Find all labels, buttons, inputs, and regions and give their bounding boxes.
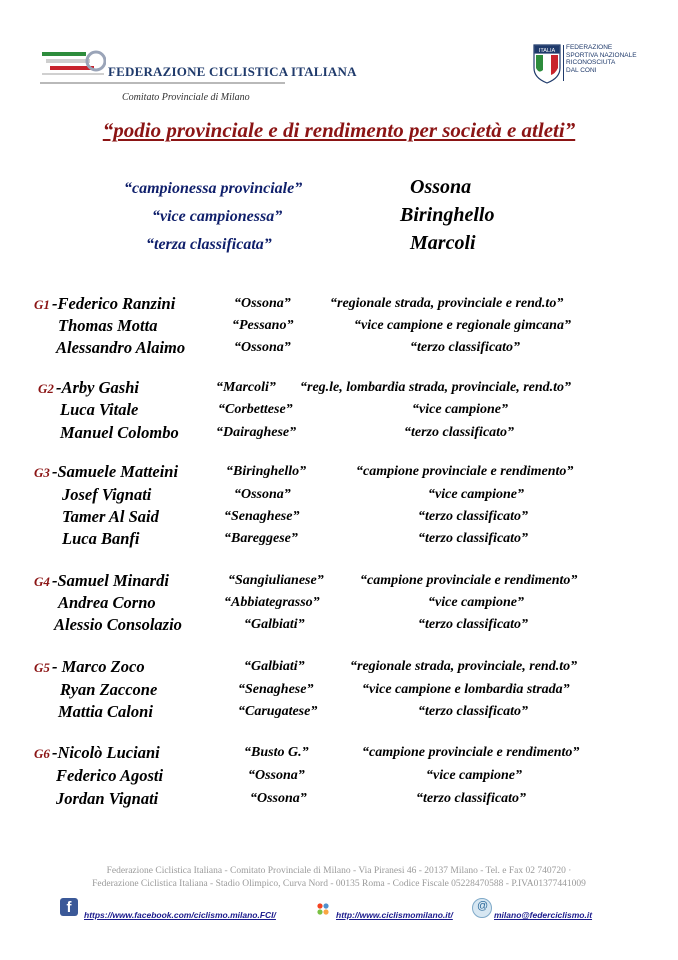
result-text: “terzo classificato”	[418, 509, 529, 524]
coni-line-3: RICONOSCIUTA	[566, 59, 616, 67]
podium-team-3: Marcoli	[410, 232, 476, 254]
coni-recognition-text	[566, 44, 637, 74]
athlete-name: Alessandro Alaimo	[56, 338, 186, 357]
athlete-name: - Marco Zoco	[52, 657, 145, 676]
podium-label-3: “terza classificata”	[146, 236, 272, 253]
fci-logo-icon	[40, 44, 106, 80]
result-text: “terzo classificato”	[410, 340, 521, 355]
footer-address-milano: Federazione Ciclistica Italiana - Comitato Provinciale di Milano - Via Piranesi 46 - 20137 Milano - Tel. e Fax 02 740720 ·	[106, 866, 572, 876]
club-name: “Busto G.”	[244, 745, 309, 760]
footer-address-roma: Federazione Ciclistica Italiana - Stadio Olimpico, Curva Nord - 00135 Roma - Codice Fiscale 05228470588 - P.IVA01377441009	[92, 879, 586, 889]
joomla-icon[interactable]	[316, 902, 330, 916]
podium-label-2: “vice campionessa”	[152, 208, 283, 225]
club-name: “Corbettese”	[218, 402, 293, 417]
header-divider	[40, 82, 285, 84]
athlete-name: -Federico Ranzini	[52, 294, 176, 313]
result-text: “terzo classificato”	[418, 617, 529, 632]
page-title-text: “podio provinciale e di rendimento per società e atleti”	[102, 118, 576, 142]
coni-line-1: FEDERAZIONE	[566, 44, 613, 51]
coni-shield-icon	[533, 44, 561, 84]
category-label: G1	[34, 297, 50, 312]
result-text: “terzo classificato”	[418, 531, 529, 546]
coni-line-4: DAL CONI	[566, 66, 597, 74]
result-text: “campione provinciale e rendimento”	[362, 745, 580, 760]
result-text: “vice campione e regionale gimcana”	[354, 318, 571, 333]
email-link[interactable]: milano@federciclismo.it	[494, 910, 593, 920]
podium-label-1: “campionessa provinciale”	[124, 180, 303, 197]
result-text: “terzo classificato”	[418, 704, 529, 719]
club-name: “Ossona”	[250, 791, 307, 806]
athlete-name: -Samuele Matteini	[52, 462, 179, 481]
athlete-name: Mattia Caloni	[58, 702, 153, 721]
athlete-name: Jordan Vignati	[56, 789, 159, 808]
coni-badge-text: ITALIA	[538, 48, 556, 54]
coni-divider	[563, 45, 564, 81]
club-name: “Bareggese”	[224, 531, 298, 546]
result-text: “campione provinciale e rendimento”	[360, 573, 578, 588]
email-icon[interactable]	[472, 898, 492, 918]
club-name: “Biringhello”	[226, 464, 307, 479]
club-name: “Pessano”	[232, 318, 294, 333]
website-link[interactable]: http://www.ciclismomilano.it/	[336, 910, 453, 920]
podium-team-1: Ossona	[410, 176, 472, 198]
athlete-name: Tamer Al Said	[62, 507, 159, 526]
club-name: “Ossona”	[234, 340, 291, 355]
club-name: “Ossona”	[248, 768, 305, 783]
athlete-name: Ryan Zaccone	[60, 680, 158, 699]
athlete-name: -Arby Gashi	[56, 378, 139, 397]
athlete-name: Alessio Consolazio	[54, 615, 182, 634]
result-text: “vice campione”	[412, 402, 509, 417]
page-title	[0, 118, 678, 143]
club-name: “Dairaghese”	[216, 425, 297, 440]
club-name: “Senaghese”	[224, 509, 300, 524]
athlete-name: Andrea Corno	[58, 593, 156, 612]
athlete-name: -Nicolò Luciani	[52, 743, 160, 762]
facebook-link[interactable]: https://www.facebook.com/ciclismo.milano.FCI/	[84, 910, 276, 920]
athlete-name: Federico Agosti	[56, 766, 164, 785]
facebook-icon[interactable]: f	[60, 898, 78, 916]
club-name: “Ossona”	[234, 296, 291, 311]
club-name: “Marcoli”	[216, 380, 276, 395]
coni-line-2: SPORTIVA NAZIONALE	[566, 51, 637, 59]
athlete-name: Luca Vitale	[60, 400, 139, 419]
category-label: G5	[34, 660, 50, 675]
org-name: FEDERAZIONE CICLISTICA ITALIANA	[108, 64, 357, 79]
athlete-name: -Samuel Minardi	[52, 571, 169, 590]
result-text: “vice campione e lombardia strada”	[362, 682, 570, 697]
club-name: “Senaghese”	[238, 682, 314, 697]
athlete-name: Manuel Colombo	[60, 423, 179, 442]
category-label: G2	[38, 381, 54, 396]
result-text: “vice campione”	[426, 768, 523, 783]
committee-name: Comitato Provinciale di Milano	[122, 92, 250, 103]
result-text: “regionale strada, provinciale e rend.to”	[330, 296, 564, 311]
category-label: G4	[34, 574, 50, 589]
result-text: “campione provinciale e rendimento”	[356, 464, 574, 479]
club-name: “Sangiulianese”	[228, 573, 324, 588]
result-text: “terzo classificato”	[416, 791, 527, 806]
club-name: “Ossona”	[234, 487, 291, 502]
athlete-name: Thomas Motta	[58, 316, 158, 335]
category-label: G3	[34, 465, 50, 480]
athlete-name: Josef Vignati	[62, 485, 152, 504]
athlete-name: Luca Banfi	[62, 529, 140, 548]
podium-team-2: Biringhello	[400, 204, 495, 226]
category-label: G6	[34, 746, 50, 761]
club-name: “Galbiati”	[244, 659, 305, 674]
result-text: “vice campione”	[428, 595, 525, 610]
result-text: “reg.le, lombardia strada, provinciale, rend.to”	[300, 380, 572, 395]
result-text: “vice campione”	[428, 487, 525, 502]
result-text: “regionale strada, provinciale, rend.to”	[350, 659, 578, 674]
club-name: “Carugatese”	[238, 704, 318, 719]
club-name: “Abbiategrasso”	[224, 595, 320, 610]
club-name: “Galbiati”	[244, 617, 305, 632]
result-text: “terzo classificato”	[404, 425, 515, 440]
